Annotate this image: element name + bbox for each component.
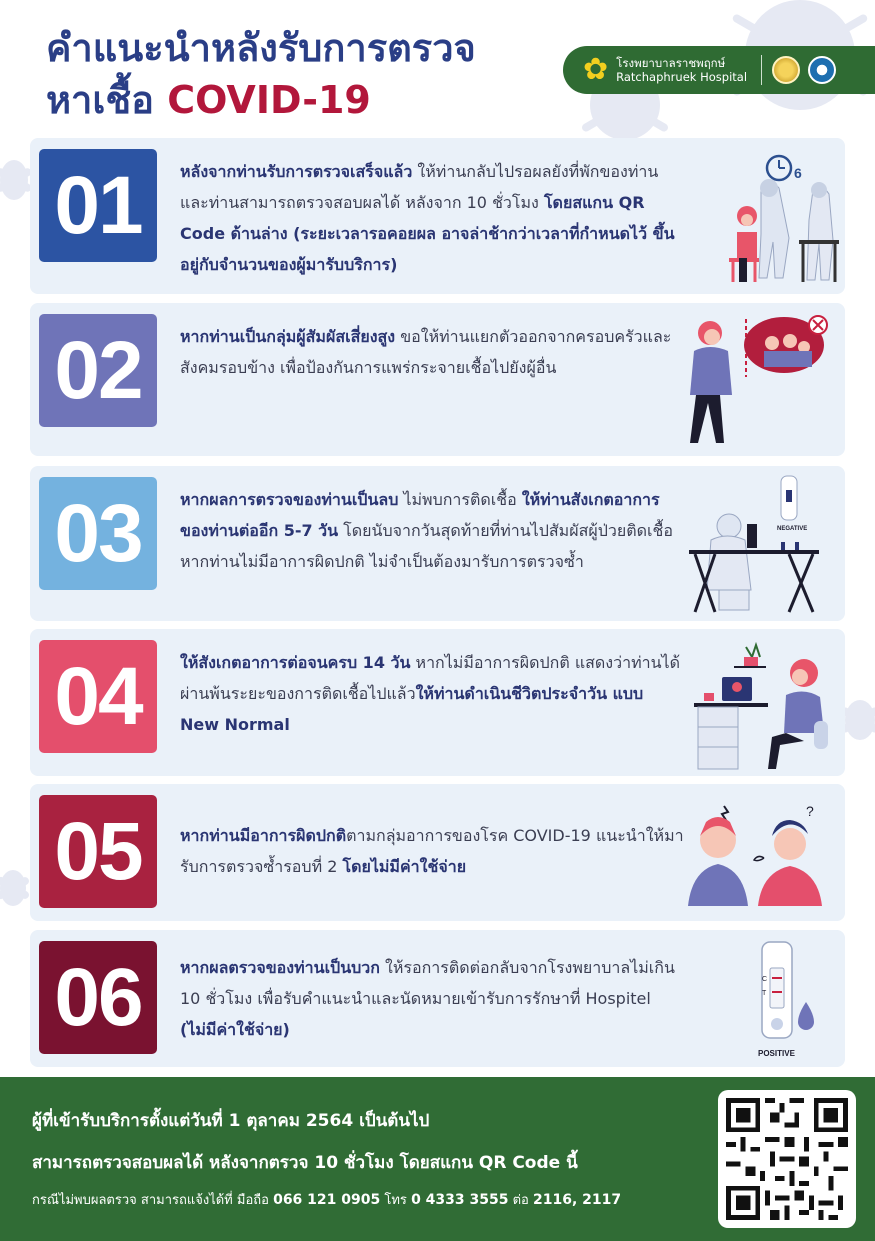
symptoms-illustration (680, 796, 840, 916)
step-number: 04 (39, 640, 157, 753)
virus-decoration (0, 870, 26, 906)
footer-contact (32, 1189, 621, 1210)
step-bold-2: (ไม่มีค่าใช้จ่าย) (180, 1020, 290, 1039)
test-c-label: C (762, 976, 768, 983)
step-text (180, 484, 685, 577)
logo-divider (761, 55, 762, 85)
qr-code-icon (726, 1098, 848, 1220)
qr-code[interactable] (718, 1090, 856, 1228)
step-bold-1: หลังจากท่านรับการตรวจเสร็จแล้ว (180, 162, 413, 181)
step-text (180, 156, 685, 280)
step-normal-1: ให้ท่านกลับไปรอผลยังที่พักของท่าน และท่านสามารถตรวจสอบผลได้ หลังจาก 10 ชั่วโมง (180, 162, 659, 212)
step-bold-1: หากผลตรวจของท่านเป็นบวก (180, 958, 380, 977)
step-text (180, 321, 685, 383)
hospital-name-en: Ratchaphruek Hospital (616, 70, 748, 84)
question-mark: ? (806, 803, 814, 819)
step-card-4 (30, 629, 845, 776)
footer (0, 1077, 875, 1241)
step-bold-2: โดยสแกน QR Code ด้านล่าง (ระยะเวลารอคอยผล อาจล่าช้ากว่าเวลาที่กำหนดไว้ ขึ้นอยู่กับจำนวนของผู้มารับบริการ) (180, 193, 675, 274)
step-bold-2: ให้ท่านสังเกตอาการของท่านต่ออีก 5-7 วัน (180, 490, 660, 540)
test-t-label: T (762, 990, 767, 997)
contact-mid: โทร (380, 1193, 412, 1208)
step-text (180, 820, 685, 882)
step-normal-1: ไม่พบการติดเชื้อ (398, 490, 522, 509)
title-covid: COVID-19 (167, 78, 371, 122)
step-number: 01 (39, 149, 157, 262)
step-card-6 (30, 930, 845, 1067)
step-normal-2: โดยนับจากวันสุดท้ายที่ท่านไปสัมผัสผู้ป่วยติดเชื้อ หากท่านไม่มีอาการผิดปกติ ไม่จำเป็นต้องมารับการตรวจซ้ำ (180, 521, 673, 571)
hospital-name-th: โรงพยาบาลราชพฤกษ์ (616, 56, 726, 70)
footer-line-2: สามารถตรวจสอบผลได้ หลังจากตรวจ 10 ชั่วโมง โดยสแกน QR Code นี้ (32, 1153, 578, 1173)
step-bold-1: หากท่านมีอาการผิดปกติ (180, 826, 347, 845)
gold-seal-icon (772, 56, 800, 84)
step-bold-1: หากท่านเป็นกลุ่มผู้สัมผัสเสี่ยงสูง (180, 327, 396, 346)
positive-label: POSITIVE (758, 1049, 795, 1058)
title-prefix: หาเชื้อ (46, 78, 154, 122)
title-line-1: คำแนะนำหลังรับการตรวจ (46, 26, 476, 70)
step-bold-1: หากผลการตรวจของท่านเป็นลบ (180, 490, 399, 509)
new-normal-work-illustration (690, 637, 840, 772)
step-normal-1: ให้รอการติดต่อกลับจากโรงพยาบาลไม่เกิน 10 ชั่วโมง เพื่อรับคำแนะนำและนัดหมายเข้ารับการรักษาที่ Hospitel (180, 958, 675, 1008)
step-bold-1: ให้สังเกตอาการต่อจนครบ 14 วัน (180, 653, 411, 672)
mobile-number[interactable]: 066 121 0905 (273, 1192, 381, 1208)
contact-prefix: กรณีไม่พบผลตรวจ สามารถแจ้งได้ที่ มือถือ (32, 1193, 274, 1208)
hospital-names (616, 56, 747, 84)
ext-label: ต่อ (508, 1193, 533, 1208)
step-text (180, 647, 685, 740)
virus-decoration (0, 160, 28, 200)
isolation-illustration (680, 311, 840, 451)
step-bold-2: ให้ท่านดำเนินชีวิตประจำวัน แบบ New Normal (180, 684, 644, 734)
step-normal-1: ขอให้ท่านแยกตัวออกจากครอบครัวและสังคมรอบข้าง เพื่อป้องกันการแพร่กระจายเชื้อไปยังผู้อื่น (180, 327, 672, 377)
title-line-2 (46, 74, 476, 126)
step-card-5 (30, 784, 845, 921)
step-number: 06 (39, 941, 157, 1054)
negative-label: NEGATIVE (777, 526, 808, 532)
virus-decoration (845, 700, 875, 740)
lab-negative-illustration (685, 472, 840, 617)
step-card-2 (30, 303, 845, 456)
flower-logo-icon: ✿ (583, 52, 609, 87)
phone-number[interactable]: 0 4333 3555 (411, 1192, 509, 1208)
footer-line-1: ผู้ที่เข้ารับบริการตั้งแต่วันที่ 1 ตุลาคม 2564 เป็นต้นไป (32, 1111, 430, 1131)
step-text (180, 952, 685, 1045)
step-number: 05 (39, 795, 157, 908)
blue-seal-icon (808, 56, 836, 84)
step-bold-2: โดยไม่มีค่าใช้จ่าย (342, 857, 467, 876)
extension-number: 2116, 2117 (533, 1192, 622, 1208)
step-card-3 (30, 466, 845, 621)
doctor-testing-illustration (695, 146, 840, 286)
page-title (46, 22, 476, 126)
step-number: 02 (39, 314, 157, 427)
step-normal-1: ตามกลุ่มอาการของโรค COVID-19 แนะนำให้มารับการตรวจซ้ำรอบที่ 2 (180, 826, 684, 876)
step-card-1 (30, 138, 845, 294)
hospital-logo (563, 46, 875, 94)
step-number: 03 (39, 477, 157, 590)
positive-test-illustration (750, 938, 840, 1063)
clock-number: 6 (794, 165, 802, 181)
step-normal-1: หากไม่มีอาการผิดปกติ แสดงว่าท่านได้ผ่านพ้นระยะของการติดเชื้อไปแล้ว (180, 653, 680, 703)
